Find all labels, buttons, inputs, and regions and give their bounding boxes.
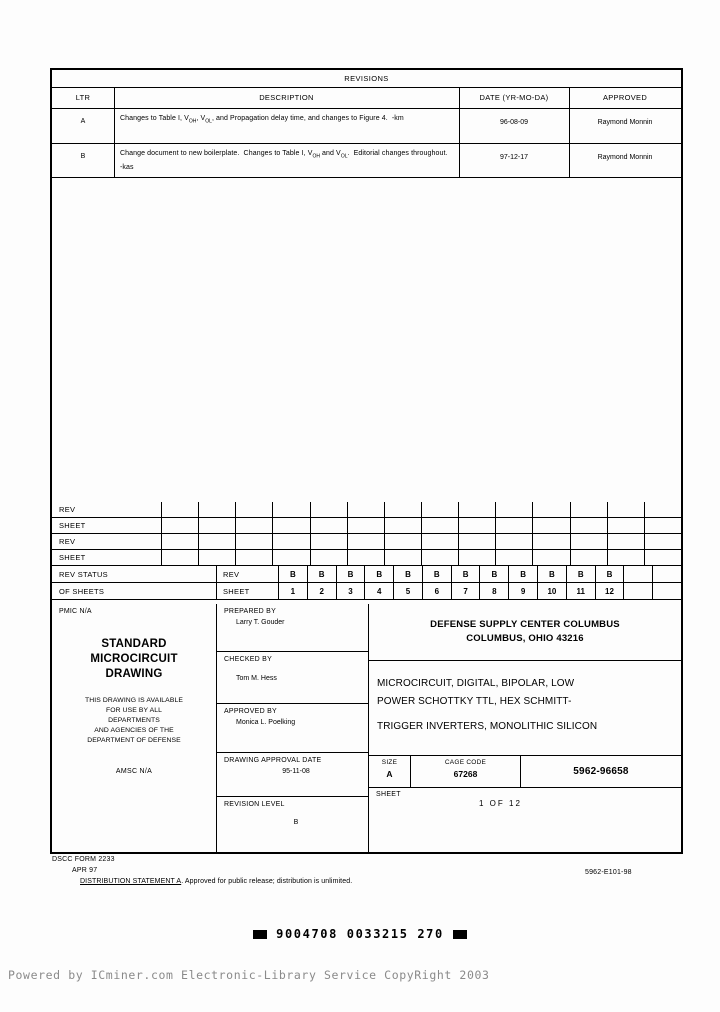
- grid-cell: [311, 518, 348, 533]
- description-line-3: TRIGGER INVERTERS, MONOLITHIC SILICON: [377, 721, 598, 732]
- barcode-start-block: [253, 930, 267, 939]
- approved-by-label: APPROVED BY: [224, 708, 277, 715]
- size-cell: [369, 756, 411, 787]
- sheet-number-value: 6: [423, 583, 452, 599]
- rev-status-value: [653, 566, 681, 582]
- drawing-number-cell: [521, 756, 681, 787]
- revision-description: Change document to new boilerplate. Changes to Table I, $V_{OH}$ and $V_{OL}$. Editorial changes throughout. -kas: [120, 150, 450, 172]
- grid-cell: [608, 534, 645, 549]
- rev-status-grid-row: [52, 534, 681, 550]
- grid-cell: [645, 550, 681, 565]
- sheet-number-value: 8: [480, 583, 509, 599]
- grid-cell: [459, 502, 496, 517]
- drawing-frame: [50, 68, 683, 854]
- rev-status-value: B: [480, 566, 509, 582]
- availability-line: FOR USE BY ALL: [105, 707, 163, 714]
- rev-status-grid-row: [52, 550, 681, 566]
- sheet-number-value: 9: [509, 583, 538, 599]
- grid-row-label: REV: [52, 534, 162, 549]
- distribution-statement-heading: DISTRIBUTION STATEMENT A: [80, 878, 182, 885]
- description-line-1: MICROCIRCUIT, DIGITAL, BIPOLAR, LOW: [377, 678, 575, 689]
- cage-code-cell: [411, 756, 521, 787]
- of-sheets-label: OF SHEETS: [52, 583, 217, 599]
- part-description: [369, 661, 681, 756]
- grid-cell: [422, 518, 459, 533]
- grid-row-label: SHEET: [52, 550, 162, 565]
- revision-level-value: B: [293, 819, 299, 826]
- grid-cell: [162, 518, 199, 533]
- approved-by-value: Monica L. Poelking: [236, 719, 296, 726]
- prepared-by-cell: [217, 604, 368, 652]
- sheet-number-value: 3: [337, 583, 366, 599]
- amsc-label: AMSC N/A: [115, 768, 153, 775]
- checked-by-label: CHECKED BY: [224, 656, 273, 663]
- sheet-number-value: 4: [365, 583, 394, 599]
- prepared-by-value: Larry T. Gouder: [236, 619, 285, 626]
- of-sheets-row: [52, 583, 681, 600]
- rev-status-grid-row: [52, 518, 681, 534]
- grid-cell: [199, 502, 236, 517]
- agency-panel: [369, 604, 681, 852]
- grid-cell: [348, 518, 385, 533]
- grid-cell: [311, 502, 348, 517]
- size-value: A: [386, 769, 393, 779]
- rev-status-value: B: [538, 566, 567, 582]
- sheet-number-value: 2: [308, 583, 337, 599]
- library-watermark: Powered by ICminer.com Electronic-Library Service CopyRight 2003: [8, 968, 490, 982]
- grid-cell: [162, 502, 199, 517]
- grid-cell: [385, 534, 422, 549]
- grid-cell: [385, 502, 422, 517]
- header-description: DESCRIPTION: [259, 93, 314, 102]
- sheet-number-value: 1: [279, 583, 308, 599]
- rev-status-grid-row: [52, 502, 681, 518]
- grid-cell: [645, 534, 681, 549]
- rev-value-cells: [279, 566, 681, 582]
- grid-cell: [273, 550, 310, 565]
- description-line-2: POWER SCHOTTKY TTL, HEX SCHMITT-: [377, 696, 572, 707]
- grid-cell: [236, 502, 273, 517]
- grid-cell: [571, 518, 608, 533]
- rev-status-label: REV STATUS: [52, 566, 217, 582]
- sheet-row: [369, 788, 681, 814]
- distribution-statement-text: . Approved for public release; distribution is unlimited.: [181, 878, 353, 885]
- grid-cell: [608, 518, 645, 533]
- grid-cell: [459, 518, 496, 533]
- sheet-value-cells: [279, 583, 681, 599]
- rev-status-value: B: [308, 566, 337, 582]
- sheet-number-value: 7: [452, 583, 481, 599]
- barcode-end-block: [453, 930, 467, 939]
- rev-status-value: B: [567, 566, 596, 582]
- grid-cell: [348, 502, 385, 517]
- checked-by-cell: [217, 652, 368, 704]
- grid-cell: [199, 550, 236, 565]
- rev-status-value: B: [394, 566, 423, 582]
- grid-cell: [199, 518, 236, 533]
- rev-status-value: B: [337, 566, 366, 582]
- grid-row-label: REV: [52, 502, 162, 517]
- grid-cell: [496, 502, 533, 517]
- divider: [52, 177, 681, 178]
- sheet-number-value: 11: [567, 583, 596, 599]
- revision-date: 97-12-17: [499, 154, 529, 161]
- revision-row-a: [52, 108, 681, 143]
- smd-title-line-3: DRAWING: [105, 668, 163, 680]
- grid-cell: [533, 518, 570, 533]
- sheet-number-value: [624, 583, 653, 599]
- availability-line: AND AGENCIES OF THE: [94, 727, 174, 734]
- rev-status-value: B: [423, 566, 452, 582]
- approved-by-cell: [217, 704, 368, 753]
- grid-cells: [162, 534, 681, 549]
- grid-cell: [236, 534, 273, 549]
- grid-cell: [608, 550, 645, 565]
- smd-identity-panel: [52, 604, 217, 852]
- revision-level-label: REVISION LEVEL: [224, 801, 285, 808]
- distribution-statement: [80, 878, 352, 885]
- header-date: DATE (YR-MO-DA): [479, 93, 549, 102]
- revision-date: 96-08-09: [499, 119, 529, 126]
- revision-level-cell: [217, 797, 368, 852]
- barcode-number: 9004708 0033215 270: [276, 927, 444, 941]
- sheet-label: SHEET: [376, 791, 401, 798]
- availability-line: DEPARTMENT OF DEFENSE: [87, 737, 181, 744]
- grid-cell: [422, 502, 459, 517]
- availability-statement: [52, 696, 216, 746]
- sheet-sublabel: SHEET: [217, 583, 279, 599]
- revision-row-b: [52, 143, 681, 177]
- grid-cells: [162, 502, 681, 517]
- barcode-line: [0, 927, 720, 941]
- divider: [569, 87, 570, 177]
- grid-cell: [496, 550, 533, 565]
- grid-cell: [533, 534, 570, 549]
- form-id: DSCC FORM 2233: [52, 856, 115, 863]
- grid-cells: [162, 518, 681, 533]
- grid-cell: [236, 550, 273, 565]
- grid-cell: [422, 550, 459, 565]
- sheet-value: 1 OF 12: [479, 799, 522, 808]
- grid-cell: [645, 502, 681, 517]
- sheet-number-value: 12: [596, 583, 625, 599]
- identifier-row: [369, 756, 681, 788]
- signature-panel: [217, 604, 369, 852]
- grid-cell: [273, 518, 310, 533]
- grid-cell: [348, 534, 385, 549]
- grid-cell: [459, 550, 496, 565]
- grid-cell: [162, 534, 199, 549]
- revision-status-block: [52, 502, 681, 600]
- cage-code-value: 67268: [453, 769, 478, 779]
- document-code: 5962-E101-98: [585, 869, 632, 876]
- grid-cells: [162, 550, 681, 565]
- approval-date-label: DRAWING APPROVAL DATE: [224, 757, 322, 764]
- cage-code-label: CAGE CODE: [444, 759, 487, 766]
- divider: [459, 87, 460, 177]
- rev-status-value: B: [365, 566, 394, 582]
- revision-ltr: A: [80, 118, 86, 125]
- prepared-by-label: PREPARED BY: [224, 608, 277, 615]
- grid-cell: [273, 534, 310, 549]
- revision-approved: Raymond Monnin: [597, 154, 653, 161]
- rev-status-value: [624, 566, 653, 582]
- approval-date-cell: [217, 753, 368, 797]
- rev-status-value: B: [452, 566, 481, 582]
- availability-line: THIS DRAWING IS AVAILABLE: [85, 697, 183, 704]
- size-label: SIZE: [381, 759, 398, 766]
- sheet-number-value: 5: [394, 583, 423, 599]
- grid-cell: [571, 550, 608, 565]
- grid-row-label: SHEET: [52, 518, 162, 533]
- grid-cell: [422, 534, 459, 549]
- rev-sublabel: REV: [217, 566, 279, 582]
- smd-title-line-1: STANDARD: [101, 638, 167, 650]
- grid-cell: [273, 502, 310, 517]
- grid-cell: [533, 502, 570, 517]
- title-block: [52, 604, 681, 852]
- grid-cell: [162, 550, 199, 565]
- header-approved: APPROVED: [602, 93, 648, 102]
- grid-cell: [496, 518, 533, 533]
- grid-cell: [496, 534, 533, 549]
- revisions-title: REVISIONS: [344, 74, 389, 83]
- grid-cell: [459, 534, 496, 549]
- header-ltr: LTR: [75, 93, 91, 102]
- rev-status-value: B: [596, 566, 625, 582]
- rev-status-value: B: [279, 566, 308, 582]
- grid-cell: [608, 502, 645, 517]
- approval-date-value: 95-11-08: [282, 768, 310, 775]
- grid-cell: [571, 534, 608, 549]
- availability-line: DEPARTMENTS: [108, 717, 160, 724]
- grid-cell: [199, 534, 236, 549]
- grid-cell: [571, 502, 608, 517]
- checked-by-value: Tom M. Hess: [236, 675, 277, 682]
- revision-ltr: B: [80, 153, 86, 160]
- rev-status-row: [52, 566, 681, 583]
- sheet-number-value: 10: [538, 583, 567, 599]
- grid-cell: [533, 550, 570, 565]
- smd-title: [52, 637, 216, 682]
- grid-cell: [645, 518, 681, 533]
- revision-approved: Raymond Monnin: [597, 119, 653, 126]
- grid-cell: [311, 550, 348, 565]
- form-revision: APR 97: [72, 867, 98, 874]
- sheet-number-value: [653, 583, 681, 599]
- revisions-header-row: [52, 87, 681, 108]
- agency-line-1: DEFENSE SUPPLY CENTER COLUMBUS: [430, 619, 620, 630]
- agency-line-2: COLUMBUS, OHIO 43216: [466, 633, 584, 644]
- pmic-label: PMIC N/A: [59, 608, 92, 615]
- divider: [114, 87, 115, 177]
- grid-cell: [385, 550, 422, 565]
- grid-cell: [385, 518, 422, 533]
- rev-status-value: B: [509, 566, 538, 582]
- grid-cell: [236, 518, 273, 533]
- grid-cell: [311, 534, 348, 549]
- smd-title-line-2: MICROCIRCUIT: [90, 653, 178, 665]
- revision-description: Changes to Table I, $V_{OH}$, $V_{OL}$, and Propagation delay time, and changes to Figure 4. -km: [120, 115, 404, 125]
- grid-cell: [348, 550, 385, 565]
- drawing-number-value: 5962-96658: [573, 766, 629, 777]
- agency-name: [369, 604, 681, 661]
